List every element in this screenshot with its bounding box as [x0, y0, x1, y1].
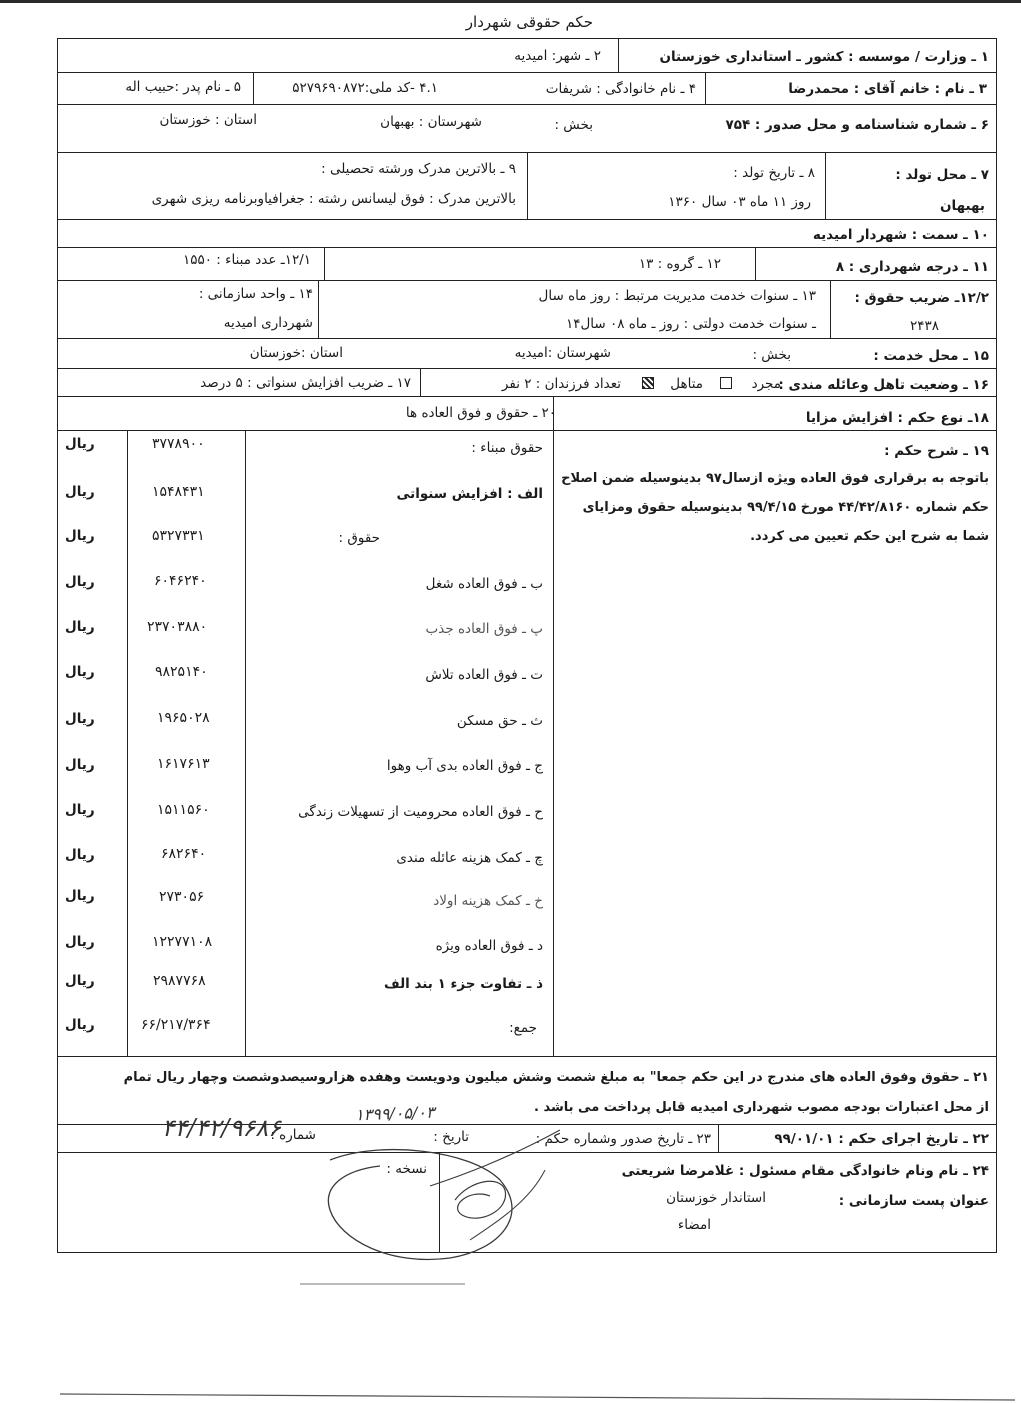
service-province-field: استان :خوزستان	[249, 345, 343, 361]
salary-item-unit: ریال	[65, 802, 95, 818]
birth-place-value: بهبهان	[940, 198, 985, 214]
document-title: حکم حقوقی شهردار	[465, 13, 593, 31]
government-service-field: ـ سنوات خدمت دولتی : روز ـ ماه ۰۸ سال۱۴	[565, 316, 816, 332]
salary-item-label: د ـ فوق العاده ویژه	[435, 938, 543, 954]
description-label: ۱۹ ـ شرح حکم :	[884, 443, 989, 459]
salary-item-label: ج ـ فوق العاده بدی آب وهوا	[386, 758, 543, 774]
salary-item-unit: ریال	[65, 973, 95, 989]
issue-section-field: بخش :	[554, 117, 593, 133]
salary-item-unit: ریال	[65, 847, 95, 863]
salary-item-unit: ریال	[65, 934, 95, 950]
salary-item-unit: ریال	[65, 436, 95, 452]
salary-total-label: جمع:	[509, 1020, 537, 1036]
salary-coef-label: ۱۲/۲ـ ضریب حقوق :	[854, 290, 989, 306]
handwritten-date: ۱۳۹۹/۰۵/۰۳	[355, 1102, 436, 1125]
birth-date-label: ۸ ـ تاریخ تولد :	[733, 165, 815, 181]
salary-item-amount: ۵۳۲۷۳۳۱	[152, 528, 205, 544]
issue-province-field: استان : خوزستان	[159, 112, 257, 128]
salary-total-amount: ۶۶/۲۱۷/۳۶۴	[141, 1017, 211, 1033]
salary-item-amount: ۱۶۱۷۶۱۳	[157, 756, 210, 772]
marital-status-label: ۱۶ ـ وضعیت تاهل وعائله مندی :	[778, 377, 989, 393]
annual-increase-field: ۱۷ ـ ضریب افزایش سنواتی : ۵ درصد	[200, 375, 411, 391]
education-value: بالاترین مدرک : فوق لیسانس رشته : جغرافیاوبرنامه ریزی شهری	[151, 191, 516, 207]
salary-item-amount: ۲۳۷۰۳۸۸۰	[147, 619, 208, 635]
salary-coef-value: ۲۴۳۸	[909, 318, 939, 334]
issue-county-field: شهرستان : بهبهان	[380, 114, 482, 130]
city-field: ۲ ـ شهر: امیدیه	[514, 48, 601, 64]
salary-item-unit: ریال	[65, 1017, 95, 1033]
salary-item-label: حقوق مبناء :	[471, 440, 543, 456]
salary-item-label: الف : افزایش سنواتی	[396, 486, 543, 502]
salary-item-label: ت ـ فوق العاده تلاش	[425, 667, 543, 683]
national-code-field: ۴.۱ -کد ملی:۵۲۷۹۶۹۰۸۷۲	[292, 80, 438, 96]
official-name-field: ۲۴ ـ نام ونام خانوادگی مقام مسئول : غلامرضا شریعتی	[621, 1163, 989, 1179]
salary-item-unit: ریال	[65, 528, 95, 544]
children-count-field: تعداد فرزندان : ۲ نفر	[501, 376, 621, 392]
description-line: باتوجه به برقراری فوق العاده ویژه ازسال۹۷ بدینوسیله ضمن اصلاح	[561, 471, 989, 486]
ministry-field: ۱ ـ وزارت / موسسه : کشور ـ استانداری خوزستان	[659, 49, 989, 65]
description-line: شما به شرح این حکم تعیین می کردد.	[750, 529, 989, 544]
family-field: ۴ ـ نام خانوادگی : شریفات	[545, 81, 696, 97]
salary-item-label: چ ـ کمک هزینه عائله مندی	[396, 850, 543, 866]
position-field: ۱۰ ـ سمت : شهردار امیدیه	[812, 227, 989, 243]
salary-item-unit: ریال	[65, 574, 95, 590]
salary-item-amount: ۲۷۳۰۵۶	[159, 889, 205, 905]
salary-item-amount: ۱۹۶۵۰۲۸	[157, 710, 210, 726]
salary-item-amount: ۹۸۲۵۱۴۰	[155, 664, 208, 680]
post-title-value: استاندار خوزستان	[666, 1190, 766, 1206]
salary-item-unit: ریال	[65, 757, 95, 773]
salary-item-unit: ریال	[65, 619, 95, 635]
salary-item-amount: ۱۵۱۱۵۶۰	[157, 802, 210, 818]
service-place-label: ۱۵ ـ محل خدمت :	[873, 348, 989, 364]
org-unit-value: شهرداری امیدیه	[223, 315, 313, 331]
salary-item-amount: ۶۸۲۶۴۰	[161, 846, 207, 862]
order-type-field: ۱۸ـ نوع حکم : افزایش مزایا	[805, 410, 989, 426]
execution-date-field: ۲۲ ـ تاریخ اجرای حکم : ۹۹/۰۱/۰۱	[774, 1131, 989, 1147]
base-number-field: ۱۲/۱ـ عدد مبناء : ۱۵۵۰	[183, 252, 311, 268]
copy-label: نسخه :	[386, 1161, 427, 1177]
salary-item-unit: ریال	[65, 664, 95, 680]
salary-item-amount: ۱۲۲۷۷۱۰۸	[152, 934, 213, 950]
management-service-field: ۱۳ ـ سنوات خدمت مدیریت مرتبط : روز ماه سال	[538, 288, 816, 304]
salary-item-label: ب ـ فوق العاده شغل	[425, 576, 543, 592]
salary-section-header: ۲۰ ـ حقوق و فوق العاده ها	[405, 405, 556, 421]
issue-date-label: تاریخ :	[433, 1129, 469, 1145]
salary-item-amount: ۲۹۸۷۷۶۸	[153, 973, 206, 989]
name-field: ۳ ـ نام : خانم آقای : محمدرضا	[788, 81, 987, 97]
issue-date-number-label: ۲۳ ـ تاریخ صدور وشماره حکم :	[535, 1131, 711, 1147]
married-label: متاهل	[670, 376, 703, 392]
amount-in-words: ۲۱ ـ حقوق وفوق العاده های مندرج در این حکم جمعا" به مبلغ شصت وشش میلیون ودویست وهفده هزاروسیصدوشصت وچهار ریال تمام	[123, 1070, 989, 1085]
salary-item-label: ث ـ حق مسکن	[456, 713, 543, 729]
single-label: مجرد	[751, 376, 781, 392]
org-unit-label: ۱۴ ـ واحد سازمانی :	[198, 286, 313, 302]
issue-number-label: شماره :	[270, 1127, 316, 1143]
service-section-field: بخش :	[752, 347, 791, 363]
group-field: ۱۲ ـ گروه : ۱۳	[638, 256, 721, 272]
post-title-label: عنوان پست سازمانی :	[838, 1193, 989, 1209]
id-number-field: ۶ ـ شماره شناسنامه و محل صدور : ۷۵۴	[725, 117, 989, 133]
description-line: حکم شماره ۴۴/۴۲/۸۱۶۰ مورخ ۹۹/۴/۱۵ بدینوسیله حقوق ومزایای	[582, 500, 989, 515]
salary-item-amount: ۱۵۴۸۴۳۱	[152, 484, 205, 500]
salary-item-amount: ۶۰۴۶۲۴۰	[154, 573, 207, 589]
grade-field: ۱۱ ـ درجه شهرداری : ۸	[835, 259, 989, 275]
education-label: ۹ ـ بالاترین مدرک ورشته تحصیلی :	[321, 161, 516, 177]
salary-item-amount: ۳۷۷۸۹۰۰	[152, 436, 205, 452]
salary-item-label: ح ـ فوق العاده محرومیت از تسهیلات زندگی	[298, 804, 543, 820]
salary-item-label: پ ـ فوق العاده جذب	[425, 621, 543, 637]
budget-source: از محل اعتبارات بودجه مصوب شهرداری امیدیه قابل پرداخت می باشد .	[534, 1100, 989, 1115]
father-name-field: ۵ ـ نام پدر :حبیب اله	[125, 79, 241, 95]
birth-place-label: ۷ ـ محل تولد :	[895, 167, 989, 183]
salary-item-label: خ ـ کمک هزینه اولاد	[433, 893, 543, 909]
salary-item-label: ذ ـ تفاوت جزء ۱ بند الف	[384, 976, 543, 992]
signature-label: امضاء	[677, 1217, 711, 1233]
handwritten-number: ۴۴/۴۲/۹۶۸۶	[161, 1114, 281, 1142]
salary-item-unit: ریال	[65, 711, 95, 727]
salary-item-label: حقوق :	[338, 530, 380, 546]
salary-item-unit: ریال	[65, 888, 95, 904]
service-county-field: شهرستان :امیدیه	[514, 345, 611, 361]
salary-item-unit: ریال	[65, 484, 95, 500]
birth-date-value: روز ۱۱ ماه ۰۳ سال ۱۳۶۰	[668, 194, 811, 210]
